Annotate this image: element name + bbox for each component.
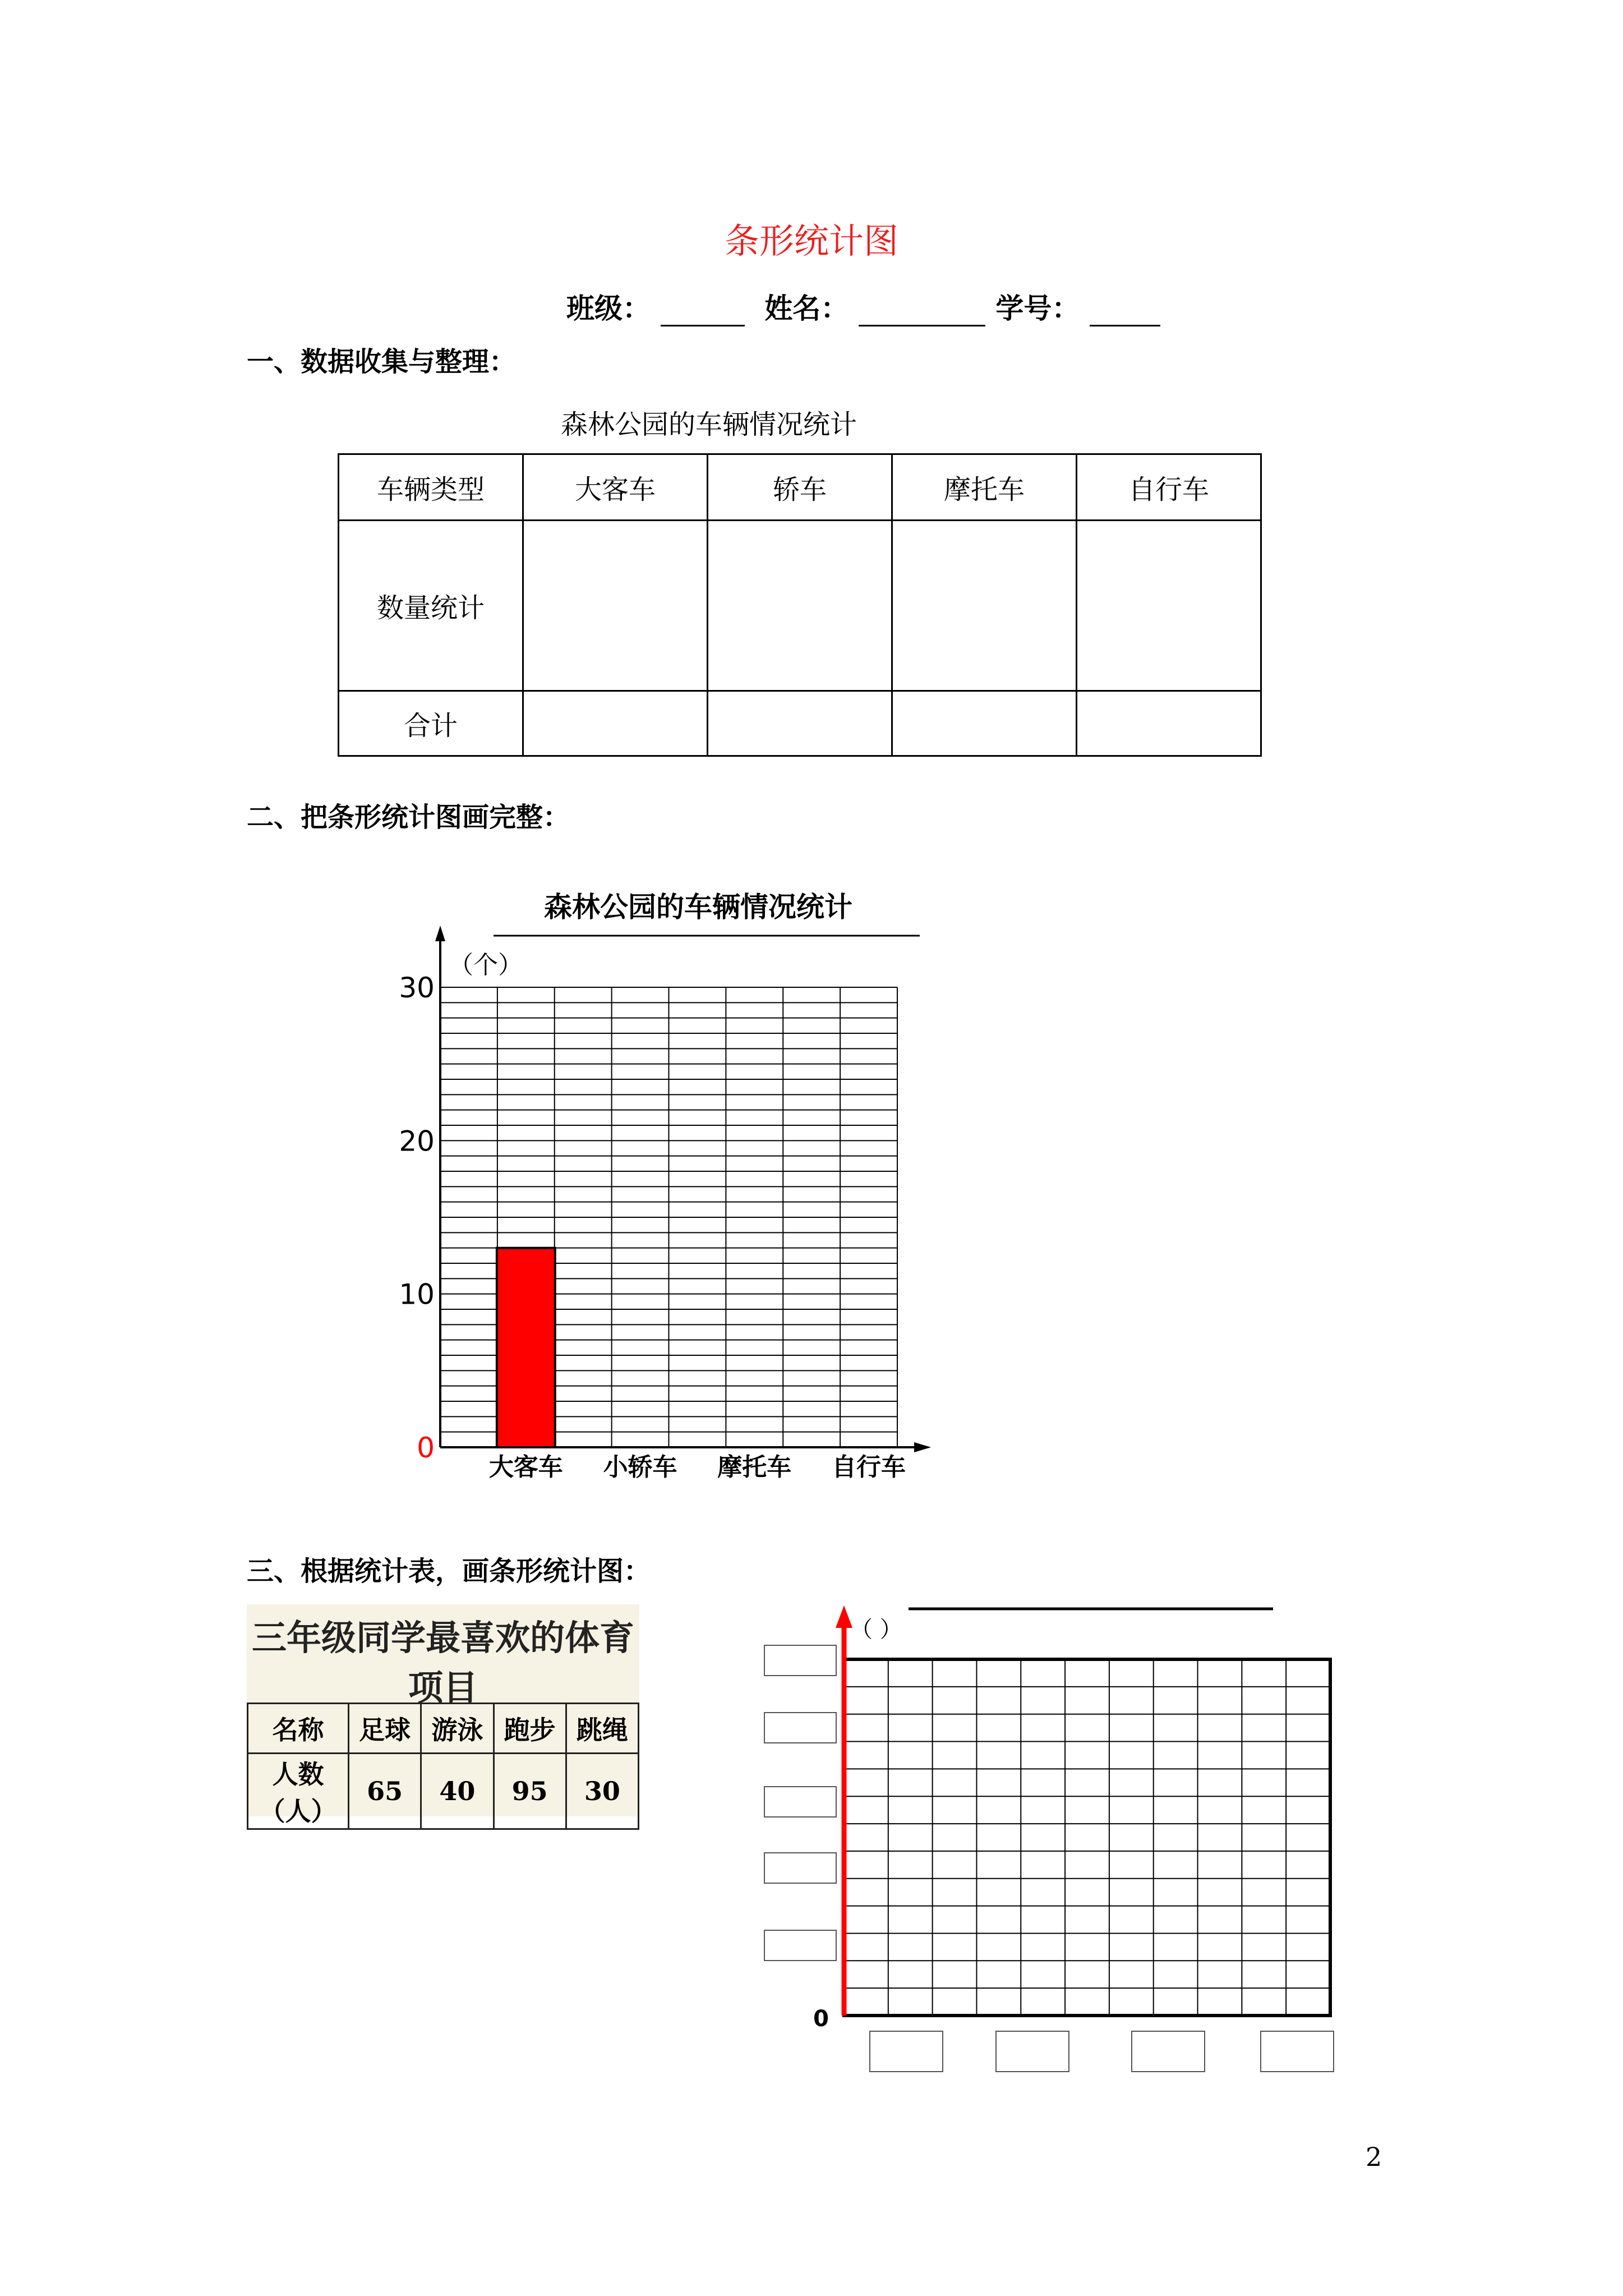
sports-value-cell: 40 bbox=[421, 1754, 494, 1829]
blank-chart-grid bbox=[844, 1659, 1330, 2016]
tally-header-cell: 轿车 bbox=[708, 454, 892, 521]
x-tick-label: 自行车 bbox=[832, 1453, 906, 1481]
sports-value-cell: 30 bbox=[566, 1754, 638, 1829]
sports-value-cell: 65 bbox=[349, 1754, 421, 1829]
y-label-input-box[interactable] bbox=[764, 1786, 837, 1818]
y-label-input-box[interactable] bbox=[764, 1712, 837, 1743]
sports-header-cell: 游泳 bbox=[421, 1704, 494, 1754]
blank-chart-zero-label: 0 bbox=[813, 2006, 829, 2032]
grid-border bbox=[844, 1659, 1330, 2016]
section2-heading: 二、把条形统计图画完整： bbox=[247, 802, 570, 833]
sports-value-cell: 95 bbox=[494, 1754, 566, 1829]
id-label: 学号： bbox=[995, 292, 1080, 325]
y-tick-label: 10 bbox=[399, 1278, 435, 1311]
x-label-input-box[interactable] bbox=[995, 2031, 1069, 2072]
y-label-input-box[interactable] bbox=[764, 1852, 837, 1884]
sports-header-cell: 足球 bbox=[349, 1704, 421, 1754]
x-label-input-box[interactable] bbox=[1131, 2031, 1205, 2072]
tally-header-cell: 大客车 bbox=[523, 454, 708, 521]
tally-header-cell: 车辆类型 bbox=[339, 454, 523, 521]
class-label: 班级： bbox=[566, 292, 651, 325]
sports-header-cell: 跳绳 bbox=[566, 1704, 638, 1754]
sports-header-cell: 名称 bbox=[248, 1704, 349, 1754]
y-label-input-box[interactable] bbox=[764, 1645, 837, 1676]
tally-header-cell: 自行车 bbox=[1077, 454, 1261, 521]
section1-heading: 一、数据收集与整理： bbox=[247, 346, 517, 378]
sports-table-title: 三年级同学最喜欢的体育项目 bbox=[251, 1617, 634, 1708]
document-title: 条形统计图 bbox=[724, 220, 898, 261]
chart-unit-label: （个） bbox=[449, 951, 523, 979]
blank-chart-unit-label[interactable]: （ ） bbox=[850, 1617, 902, 1642]
name-label: 姓名： bbox=[764, 292, 849, 325]
tally-header-cell: 摩托车 bbox=[892, 454, 1077, 521]
x-tick-label: 摩托车 bbox=[717, 1453, 792, 1481]
x-label-input-box[interactable] bbox=[1260, 2031, 1334, 2072]
x-label-input-box[interactable] bbox=[869, 2031, 943, 2072]
x-tick-label: 大客车 bbox=[488, 1453, 563, 1481]
y-tick-label: 0 bbox=[417, 1432, 435, 1464]
y-tick-label: 20 bbox=[399, 1125, 435, 1158]
y-tick-label: 30 bbox=[399, 972, 435, 1004]
page-number: 2 bbox=[1366, 2142, 1382, 2172]
tally-count-label: 数量统计 bbox=[339, 521, 523, 691]
chart-title: 森林公园的车辆情况统计 bbox=[544, 891, 852, 923]
section1-table-caption: 森林公园的车辆情况统计 bbox=[561, 409, 857, 440]
section3-heading: 三、根据统计表，画条形统计图： bbox=[247, 1556, 651, 1587]
sports-value-cell: 人数（人） bbox=[248, 1754, 349, 1829]
x-tick-label: 小轿车 bbox=[603, 1453, 677, 1481]
y-label-input-box[interactable] bbox=[764, 1930, 837, 1961]
tally-total-label: 合计 bbox=[339, 691, 523, 756]
sports-header-cell: 跑步 bbox=[494, 1704, 566, 1754]
